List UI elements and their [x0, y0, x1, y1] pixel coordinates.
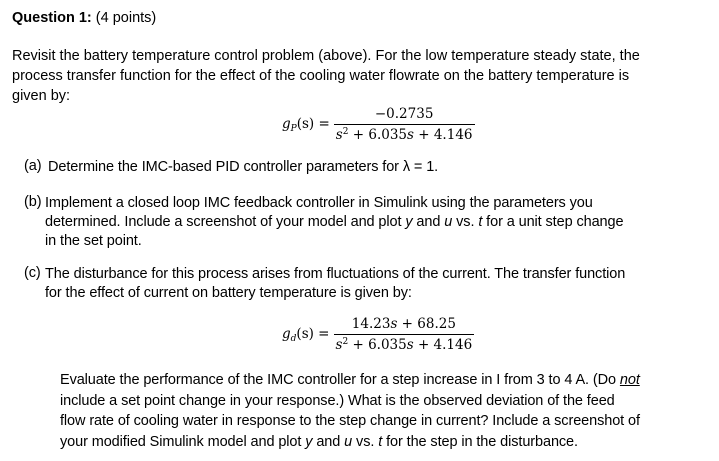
part-b-line: Implement a closed loop IMC feedback controller in Simulink using the parameters you [45, 195, 593, 211]
eq-fraction [334, 316, 475, 353]
part-c-label: (c) [24, 265, 41, 281]
eq-numerator: −0.2735 [374, 106, 434, 122]
intro-line: Revisit the battery temperature control problem (above). For the low temperature steady state, the [12, 48, 640, 64]
part-b-text [45, 194, 623, 251]
part-c-line: for the effect of current on battery temperature is given by: [45, 285, 412, 301]
eq-denominator: $s^2 + 6.035s + 4.146$ [335, 127, 473, 143]
question-label: Question 1: [12, 10, 92, 26]
part-a-label: (a) [24, 158, 42, 174]
part-c-eval-line: Evaluate the performance of the IMC controller for a step increase in I from 3 to 4 A. (Do not [60, 372, 640, 388]
part-c-eval-line: include a set point change in your response.) What is the observed deviation of the feed [60, 392, 615, 409]
intro-line: process transfer function for the effect of the cooling water flowrate on the battery temperature is [12, 68, 630, 84]
intro-paragraph [12, 46, 640, 106]
question-heading [12, 10, 156, 26]
part-c-eval-line: flow rate of cooling water in response to the step change in current? Include a screenshot of [60, 413, 640, 429]
part-c-evaluation [60, 370, 640, 452]
eq-numerator: 14.23s + 68.25 [351, 316, 456, 332]
eq-fraction [334, 106, 475, 143]
part-c-line: The disturbance for this process arises from fluctuations of the current. The transfer function [45, 266, 626, 282]
part-c-eval-line: your modified Simulink model and plot y and u vs. t for the step in the disturbance. [60, 433, 578, 450]
intro-line: given by: [12, 88, 71, 104]
part-a-text: Determine the IMC-based PID controller parameters for λ = 1. [48, 159, 439, 175]
eq-lhs: $g_P(s)$ = [282, 115, 330, 134]
disturbance-transfer-function [282, 316, 474, 353]
question-points: (4 points) [95, 10, 157, 26]
part-b-label: (b) [24, 194, 42, 210]
part-b-line: determined. Include a screenshot of your model and plot y and u vs. t for a unit step change [45, 214, 624, 230]
part-c-text [45, 265, 625, 303]
part-b-line: in the set point. [45, 233, 142, 249]
eq-lhs: $g_d(s)$ = [282, 325, 330, 344]
process-transfer-function [282, 106, 475, 143]
eq-denominator: $s^2 + 6.035s + 4.146$ [335, 337, 473, 353]
